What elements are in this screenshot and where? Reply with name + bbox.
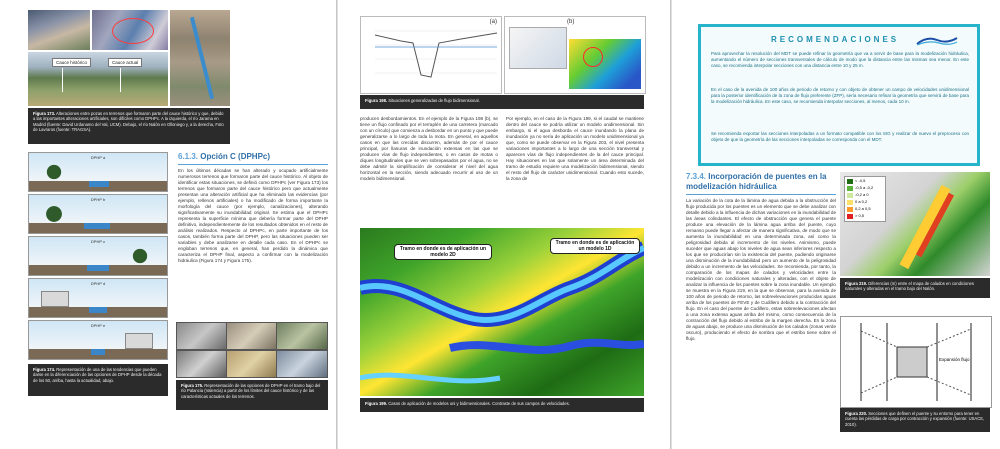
fig220-caption-number: Figura 220.	[845, 411, 868, 416]
fig174-caption-number: Figura 174.	[33, 367, 56, 372]
section-rule	[686, 194, 836, 195]
fig219-legend-1: -0,5 a -0,2	[855, 185, 874, 190]
fig174-panel-c	[28, 236, 168, 276]
fig220-caption-text: Secciones que definen el puente y su entorno para tener en cuenta las pérdidas de carga por contracción y expansión (fuente: USACE, 2010).	[845, 411, 985, 427]
page-left	[0, 0, 336, 449]
fig198-panel-a	[360, 16, 502, 94]
fig174-caption	[28, 364, 168, 396]
fig199-bubble-1d: Tramo en donde es de aplicación un modelo 1D	[550, 238, 640, 254]
fig219-legend	[844, 176, 886, 222]
fig173-caption	[28, 108, 230, 144]
fig174-label-d: DPHP d	[90, 281, 106, 286]
fig173-photo-mountains	[28, 52, 168, 106]
section-number: 7.3.4.	[686, 172, 707, 181]
fig220-label-zone: Expansión flujo	[939, 357, 970, 362]
fig220-diagram-lines	[841, 317, 991, 407]
fig175-caption-text: Representación de las opciones de DPHP en el tramo bajo del río Palancia (Valencia) a partir de los límites del cauce histórico y de las características actuales de los terrenos.	[181, 383, 321, 399]
fig198-panel-b-label: (b)	[567, 19, 575, 25]
fig174-panel-a	[28, 152, 168, 192]
fig174-label-c: DPHP c	[90, 239, 106, 244]
fig173-photo-city	[170, 10, 230, 106]
body-text: La variación de la cota de la lámina de agua debida a la obstrucción del flujo producida por los puentes es un elemento que se debe analizar con detalle debido a la influencia de dichas variaciones en la inundabilidad de las áreas colindantes. El efecto de obstrucción que genera el puente produce una elevación de la lámina agua arriba del puente, cuyo remanso puede llegar a afectar de manera significativa, de modo que se aumenta la inundabilidad en una determinada zona, así como la peligrosidad debida al incremento de los niveles. Asimismo, puede suceder que aguas abajo los niveles de agua sean inferiores respecto a los que se producirían sin la existencia del puente, pudiendo originarse una disminución de la inundabilidad pero un aumento de la peligrosidad debido a un incremento de las velocidades. Se recomienda, por tanto, la comparación de los mapas de calados y velocidades entre la modelización con condiciones naturales y alteradas, con el objeto de analizar la influencia de los puentes sobre la zona inundable. Un ejemplo se muestra en la Figura 219, en la que se observan, para la avenida de 100 años de periodo de retorno, las sobreelevaciones producidas aguas arriba de los puentes de FEVE y de Cudillero debido a la contracción del flujo. En el caso del puente de Cudillero, estas sobreelevaciones afectan a una zona extensa aguas arriba del mismo, como consecuencia de la contracción del flujo debido al estribo de la margen derecha. En la zona de aguas abajo, se produce una disminución de los calados (zonas verde oscuro), produciendo el efecto de sombra que el estribo tiene sobre el flujo.	[686, 198, 836, 341]
fig220-caption	[840, 408, 990, 432]
fig175-caption	[176, 380, 328, 410]
recommendations-logo-icon	[915, 33, 959, 45]
fig219-depth-difference-map	[840, 172, 990, 276]
fig198-panel-a-profile	[361, 17, 501, 93]
fig199-bubble-2d: Tramo en donde es de aplicación un modelo 2D	[394, 244, 492, 260]
fig198-caption	[360, 95, 644, 109]
fig198-panel-b	[504, 16, 646, 94]
label-current-channel: Cauce actual	[108, 58, 142, 67]
fig174-panel-d	[28, 278, 168, 318]
fig219-caption	[840, 278, 990, 298]
fig175-caption-number: Figura 175.	[181, 383, 204, 388]
section-heading-6-1-3	[178, 152, 328, 162]
fig198-caption-number: Figura 198.	[365, 98, 388, 103]
recommendation-1: Para aprovechar la resolución del MDT se puede refinar la geometría que va a servir de base para la modelización hidráulica, aumentando el número de secciones transversales de cálculo de modo que la distancia entre las mismas sea menor. En este caso, se recomienda interpolar secciones con una distancia entre 10 y 25 m.	[711, 51, 969, 68]
fig174-panel-e	[28, 320, 168, 360]
fig219-legend-0: < -0,5	[855, 178, 866, 183]
fig219-caption-text: Diferencias (m) entre el mapa de calados en condiciones naturales y alteradas en el tramo bajo del Nalón.	[845, 281, 974, 292]
fig174-panel-b	[28, 194, 168, 234]
body-column-2: Por ejemplo, en el caso de la Figura 199, si el caudal se mantiene dentro del cauce se podría utilizar un modelo unidimensional. Sin embargo, si el agua desborda el cauce inundando la plana de inundación ya no sería de aplicación un modelo unidimensional ya que, como se puede observar en la Figura 203, el nivel presenta variaciones importantes a lo largo de una sección transversal y aparecen vías de flujo independientes de la del cauce principal. Hay situaciones en las que solamente un área determinada del tramo de estudio requiere una modelización bidimensional, siendo el resto del flujo de carácter unidimensional. Cuando esto sucede, la zona de	[506, 116, 644, 181]
fig173-caption-text: Alteraciones entre pozas en terrenos que formaron parte del cauce histórico y que, debido a las importantes alteraciones artificiales, son difíciles como DPHPc. A la izquierda, el río Jarama en Madrid (fuente: David Urdanamo del Val, UCM). Debajo, el río Nalón en Olloniego y, a la derecha, Foto de Lavraros (fuente: TRAGSA).	[33, 111, 224, 133]
fig174-label-b: DPHP b	[90, 197, 106, 202]
label-historic-channel: Cauce histórico	[52, 58, 91, 67]
recommendation-3: Se recomienda exportar las secciones interpoladas a un formato compatible con los SIG y realizar de nuevo el preproceso con objeto de que la geometría de las secciones interpoladas se corresponda con el MDT.	[711, 131, 969, 142]
body-text: En los últimos décadas se han alterado y ocupado artificialmente numerosos terrenos que formaron parte del cauce histórico. Al objeto de identificar estas situaciones, se definió como DPHPc (ver Figura 173) los terrenos que formaron parte del cauce histórico pero que actualmente presentan una alteración artificial que ha eliminado las evidencias (por ejemplo, rellenos artificiales) o ha modificado de forma importante la morfología del cauce (por ejemplo, canalizaciones), alterando significativamente su inundabilidad original. Se estima que el DPHPc representa la superficie mínima que debería formar parte del DPHP definitivo, independientemente de los resultados obtenidos en el resto de análisis realizados. Respecto al DPHPc, en parte importante de los casos, también forma parte del DPHP, pero las situaciones pueden ser variables y debe analizarse en detalle cada caso. En el DPHPc se engloban terrenos que, en general, han perdido la dinámica que caracteriza el DPHP final, aspecto a confirmar con la modelización hidráulica (Figura 174 y Figura 175).	[178, 168, 328, 263]
section-rule	[178, 164, 328, 165]
section-heading-7-3-4	[686, 172, 836, 192]
section-number: 6.1.3.	[178, 152, 199, 161]
fig199-caption-number: Figura 199.	[365, 401, 388, 406]
fig173-photo-aerial	[92, 10, 168, 50]
fig175-photo-grid	[176, 322, 328, 378]
fig199-caption-text: Casos de aplicación de modelos uni y bidimensionales. Contraste de sus campos de velocidades.	[388, 401, 570, 406]
fig219-legend-3: 0 a 0,2	[855, 199, 868, 204]
fig174-label-e: DPHP e	[90, 323, 106, 328]
recommendation-2: En el caso de la avenida de 100 años de periodo de retorno y con objeto de obtener un campo de velocidades unidimensional para la posterior identificación de la zona de flujo preferente (ZFP), sería necesario refinar la geometría que servirá de base para la modelización hidráulica. En este caso, se recomienda interpolar secciones, al menos, cada 10 m.	[711, 87, 969, 104]
fig174-label-a: DPHP a	[90, 155, 106, 160]
fig173-photo-jarama	[28, 10, 90, 50]
fig219-legend-2: -0,2 a 0	[855, 192, 869, 197]
fig199-velocity-map	[360, 228, 644, 396]
fig173-caption-number: Figura 173.	[33, 111, 56, 116]
fig199-caption	[360, 398, 644, 412]
fig219-legend-5: > 0,5	[855, 213, 865, 218]
fig198-panel-a-label: (a)	[489, 19, 497, 25]
section-title: Opción C (DPHPc)	[200, 152, 271, 161]
page-middle	[338, 0, 670, 449]
recommendations-box	[698, 24, 980, 166]
body-column-1: producen desbordamientos. En el ejemplo de la Figura 198 (b), se tiene un flujo confinado por el terraplén de una carretera (marcado con un círculo) que comienza a desbordar en un punto y que puede generalizarse a lo largo de toda la mota. En general, en aquellos casos en que las crecidas discurren, además de por el cauce principal, por llanuras de inundación extensas en las que se producen vías de flujo independientes, o en casos de motas o diques longitudinales que se ven sobrepasados por el agua, no se debe admitir la simplificación de considerar el nivel del agua horizontal en la sección, siendo adecuado recurrir al uso de un modelo bidimensional.	[360, 116, 498, 181]
fig198-caption-text: Situaciones generalizadas de flujo bidimensional.	[388, 98, 480, 103]
fig174-caption-text: Representación de una de las tendencias que pueden darse en la diferenciación de las opciones de DPHP desde la década de los 50, arriba, hasta la actualidad, abajo.	[33, 367, 162, 383]
recommendations-title: RECOMENDACIONES	[771, 35, 900, 44]
fig219-legend-4: 0,2 a 0,5	[855, 206, 871, 211]
section-title: Incorporación de puentes en la modelización hidráulica	[686, 172, 827, 191]
fig219-caption-number: Figura 219.	[845, 281, 868, 286]
fig220-bridge-sections-diagram	[840, 316, 992, 408]
